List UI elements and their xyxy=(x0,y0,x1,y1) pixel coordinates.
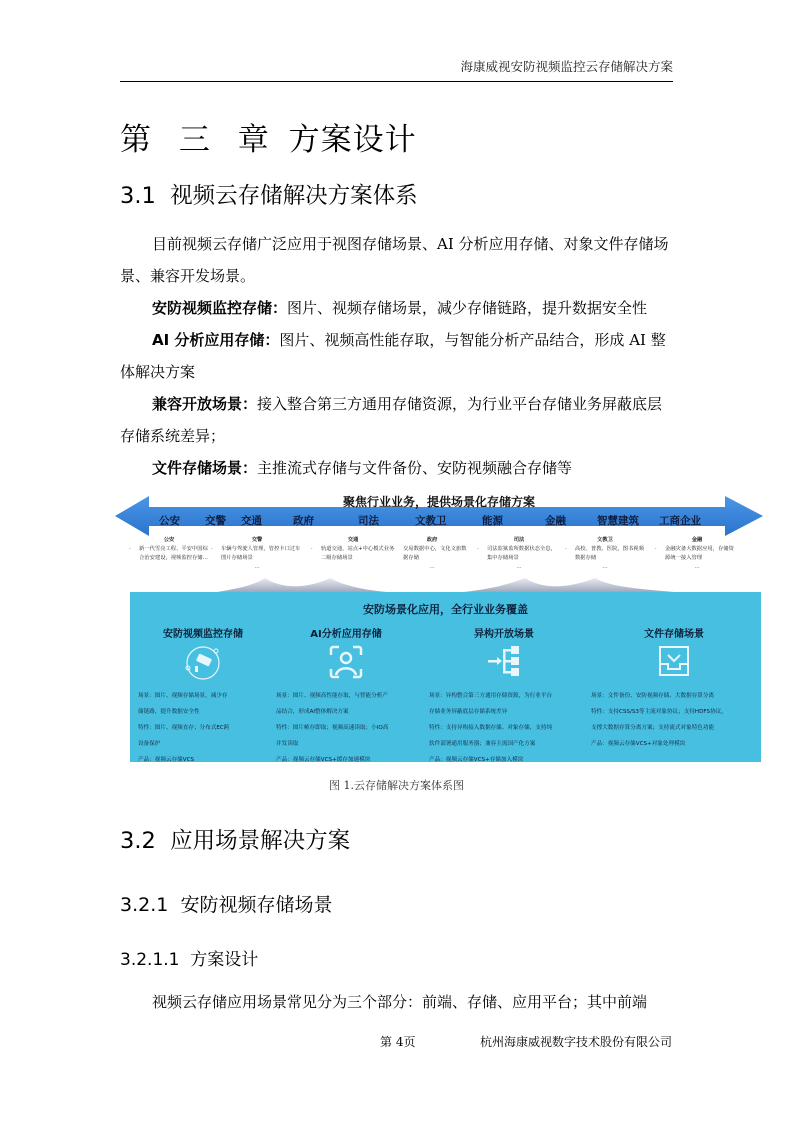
scenario-item xyxy=(120,452,673,484)
scenario-text: 接入整合第三方通用存储资源，为行业平台存储业务屏蔽底层存储系统差异； xyxy=(120,395,663,445)
intro-paragraph: 目前视频云存储广泛应用于视图存储场景、AI 分析应用存储、对象文件存储场景、兼容开发场景。 xyxy=(120,235,669,285)
industry-label: 交通 xyxy=(241,515,262,527)
industry-label: 智慧建筑 xyxy=(597,515,639,527)
scenario-label: 兼容开放场景： xyxy=(152,395,258,413)
download-tray-icon xyxy=(591,644,757,682)
industry-label: 司法 xyxy=(358,515,379,527)
industry-label: 工商企业 xyxy=(659,515,701,527)
scenario-label: 安防视频监控存储： xyxy=(152,299,288,317)
industry-label: 金融 xyxy=(545,515,566,527)
industry-label: 政府 xyxy=(293,515,314,527)
section-number: 3.2 xyxy=(120,828,156,854)
industry-label: 交警 xyxy=(205,515,226,527)
section-3-1-body xyxy=(120,228,673,484)
section-title: 安防视频存储场景 xyxy=(180,894,333,916)
page-number: 第 4页 xyxy=(380,1035,416,1049)
section-title: 视频云存储解决方案体系 xyxy=(170,183,418,209)
network-tree-icon xyxy=(429,644,579,682)
scenario-column-heterogeneous-open: 异构开放场景 场景：异构整合第三方通用存储资源，为行业平台 存储业务屏蔽底层存储系统差异 特性：支持异构接入数据存储、对象存储，支持纯 软件部署通用服务器；兼容主流国产化方案 产品：视频云存储VCS+存储加入模块 xyxy=(429,625,579,755)
page-header-title: 海康威视安防视频监控云存储解决方案 xyxy=(460,59,673,74)
scenario-column-security-video: 安防视频监控存储 场景：图片、视频存储场景，减少存 储链路，提升数据安全性 特性：图片、视频直存；分布式EC跨 设备保护 产品：视频云存储VCS xyxy=(138,625,268,755)
section-title: 方案设计 xyxy=(190,950,259,970)
scenario-panel xyxy=(130,592,761,762)
scenario-text: 主推流式存储与文件备份、安防视频融合存储等 xyxy=(257,459,573,477)
section-heading-3-2-1-1 xyxy=(120,945,258,970)
section-title: 应用场景解决方案 xyxy=(170,828,351,854)
column-divider xyxy=(587,630,588,750)
scenario-item xyxy=(120,324,673,388)
scenario-label: 文件存储场景： xyxy=(152,459,258,477)
column-divider xyxy=(273,630,274,750)
section-number: 3.2.1.1 xyxy=(120,950,180,970)
scenario-item xyxy=(120,388,673,452)
scenario-item xyxy=(120,292,673,324)
scenario-text: 图片、视频存储场景，减少存储链路，提升数据安全性 xyxy=(287,299,648,317)
industry-detail: 司法 · 司法监狱监所数据状态全息，集中存储场景 … xyxy=(477,536,561,572)
industry-detail: 政府 · 交易数据中心，文化文旅数据存储 … xyxy=(393,536,471,572)
header-divider xyxy=(120,81,673,82)
diagram-band-title: 聚焦行业业务，提供场景化存储方案 xyxy=(342,495,535,509)
scenario-label: AI 分析应用存储： xyxy=(152,331,280,349)
face-scan-icon xyxy=(276,644,416,682)
section-heading-3-2-1 xyxy=(120,890,332,917)
scenario-column-ai-analysis: AI分析应用存储 场景：图片、视频高性能存取，与智能分析产 品结合，形成AI整体解决方案 特性：图片帧存即取；视频高速读取；小IO高 并发读取 产品：视频云存储VCS+缓存加速模块 xyxy=(276,625,416,755)
footer-company: 杭州海康威视数字技术股份有限公司 xyxy=(480,1035,673,1049)
column-title: 异构开放场景 xyxy=(474,629,534,640)
section-heading-3-2 xyxy=(120,823,350,855)
panel-title: 安防场景化应用，全行业业务覆盖 xyxy=(363,603,528,616)
chapter-heading xyxy=(120,114,417,159)
section-3-2-1-1-body xyxy=(120,986,673,1018)
industry-detail: 交通 · 轨道交通，站点+中心模式业务二级存储场景 xyxy=(311,536,395,563)
camera-icon xyxy=(138,644,268,682)
chapter-title: 方案设计 xyxy=(288,122,417,158)
section-number: 3.1 xyxy=(120,183,156,209)
industry-label: 能源 xyxy=(482,515,503,527)
scenario-column-file-storage: 文件存储场景 场景：文件备份、安防视频存储、大数据存算分离 特性：支持CSS/S3等主流对象协议；支持HDFS协议， 支撑大数据存算分离方案；支持流式对象特色功能 产品：视频云存储VCS+对象处理模块 xyxy=(591,625,757,755)
body-paragraph: 视频云存储应用场景常见分为三个部分：前端、存储、应用平台；其中前端 xyxy=(152,993,648,1011)
scenario-text: 图片、视频高性能存取，与智能分析产品结合，形成 AI 整体解决方案 xyxy=(120,331,666,381)
figure-caption: 图 1.云存储解决方案体系图 xyxy=(329,779,464,792)
industry-label: 文教卫 xyxy=(415,515,447,527)
chapter-number: 第 三 章 xyxy=(120,122,278,158)
section-heading-3-1 xyxy=(120,178,418,210)
solution-system-diagram xyxy=(115,490,763,762)
section-number: 3.2.1 xyxy=(120,894,169,916)
industry-label: 公安 xyxy=(159,515,180,527)
industry-detail: 交警 · 车辆与驾驶人管理，管控卡口过车图片存储场景 … xyxy=(211,536,303,572)
column-title: 文件存储场景 xyxy=(644,629,704,640)
industry-detail: 公安 · 新一代雪亮工程、平安中国综合治安建设，视频监控存储… xyxy=(129,536,209,563)
industry-detail: 文教卫 · 高校、普教、医院，图书视频数据存储 … xyxy=(565,536,645,572)
industry-detail: 金融 · 金融灾备大数据应用，存储资源统一接入管理 … xyxy=(655,536,739,572)
column-title: AI分析应用存储 xyxy=(310,629,382,640)
column-title: 安防视频监控存储 xyxy=(163,629,243,640)
column-divider xyxy=(425,630,426,750)
